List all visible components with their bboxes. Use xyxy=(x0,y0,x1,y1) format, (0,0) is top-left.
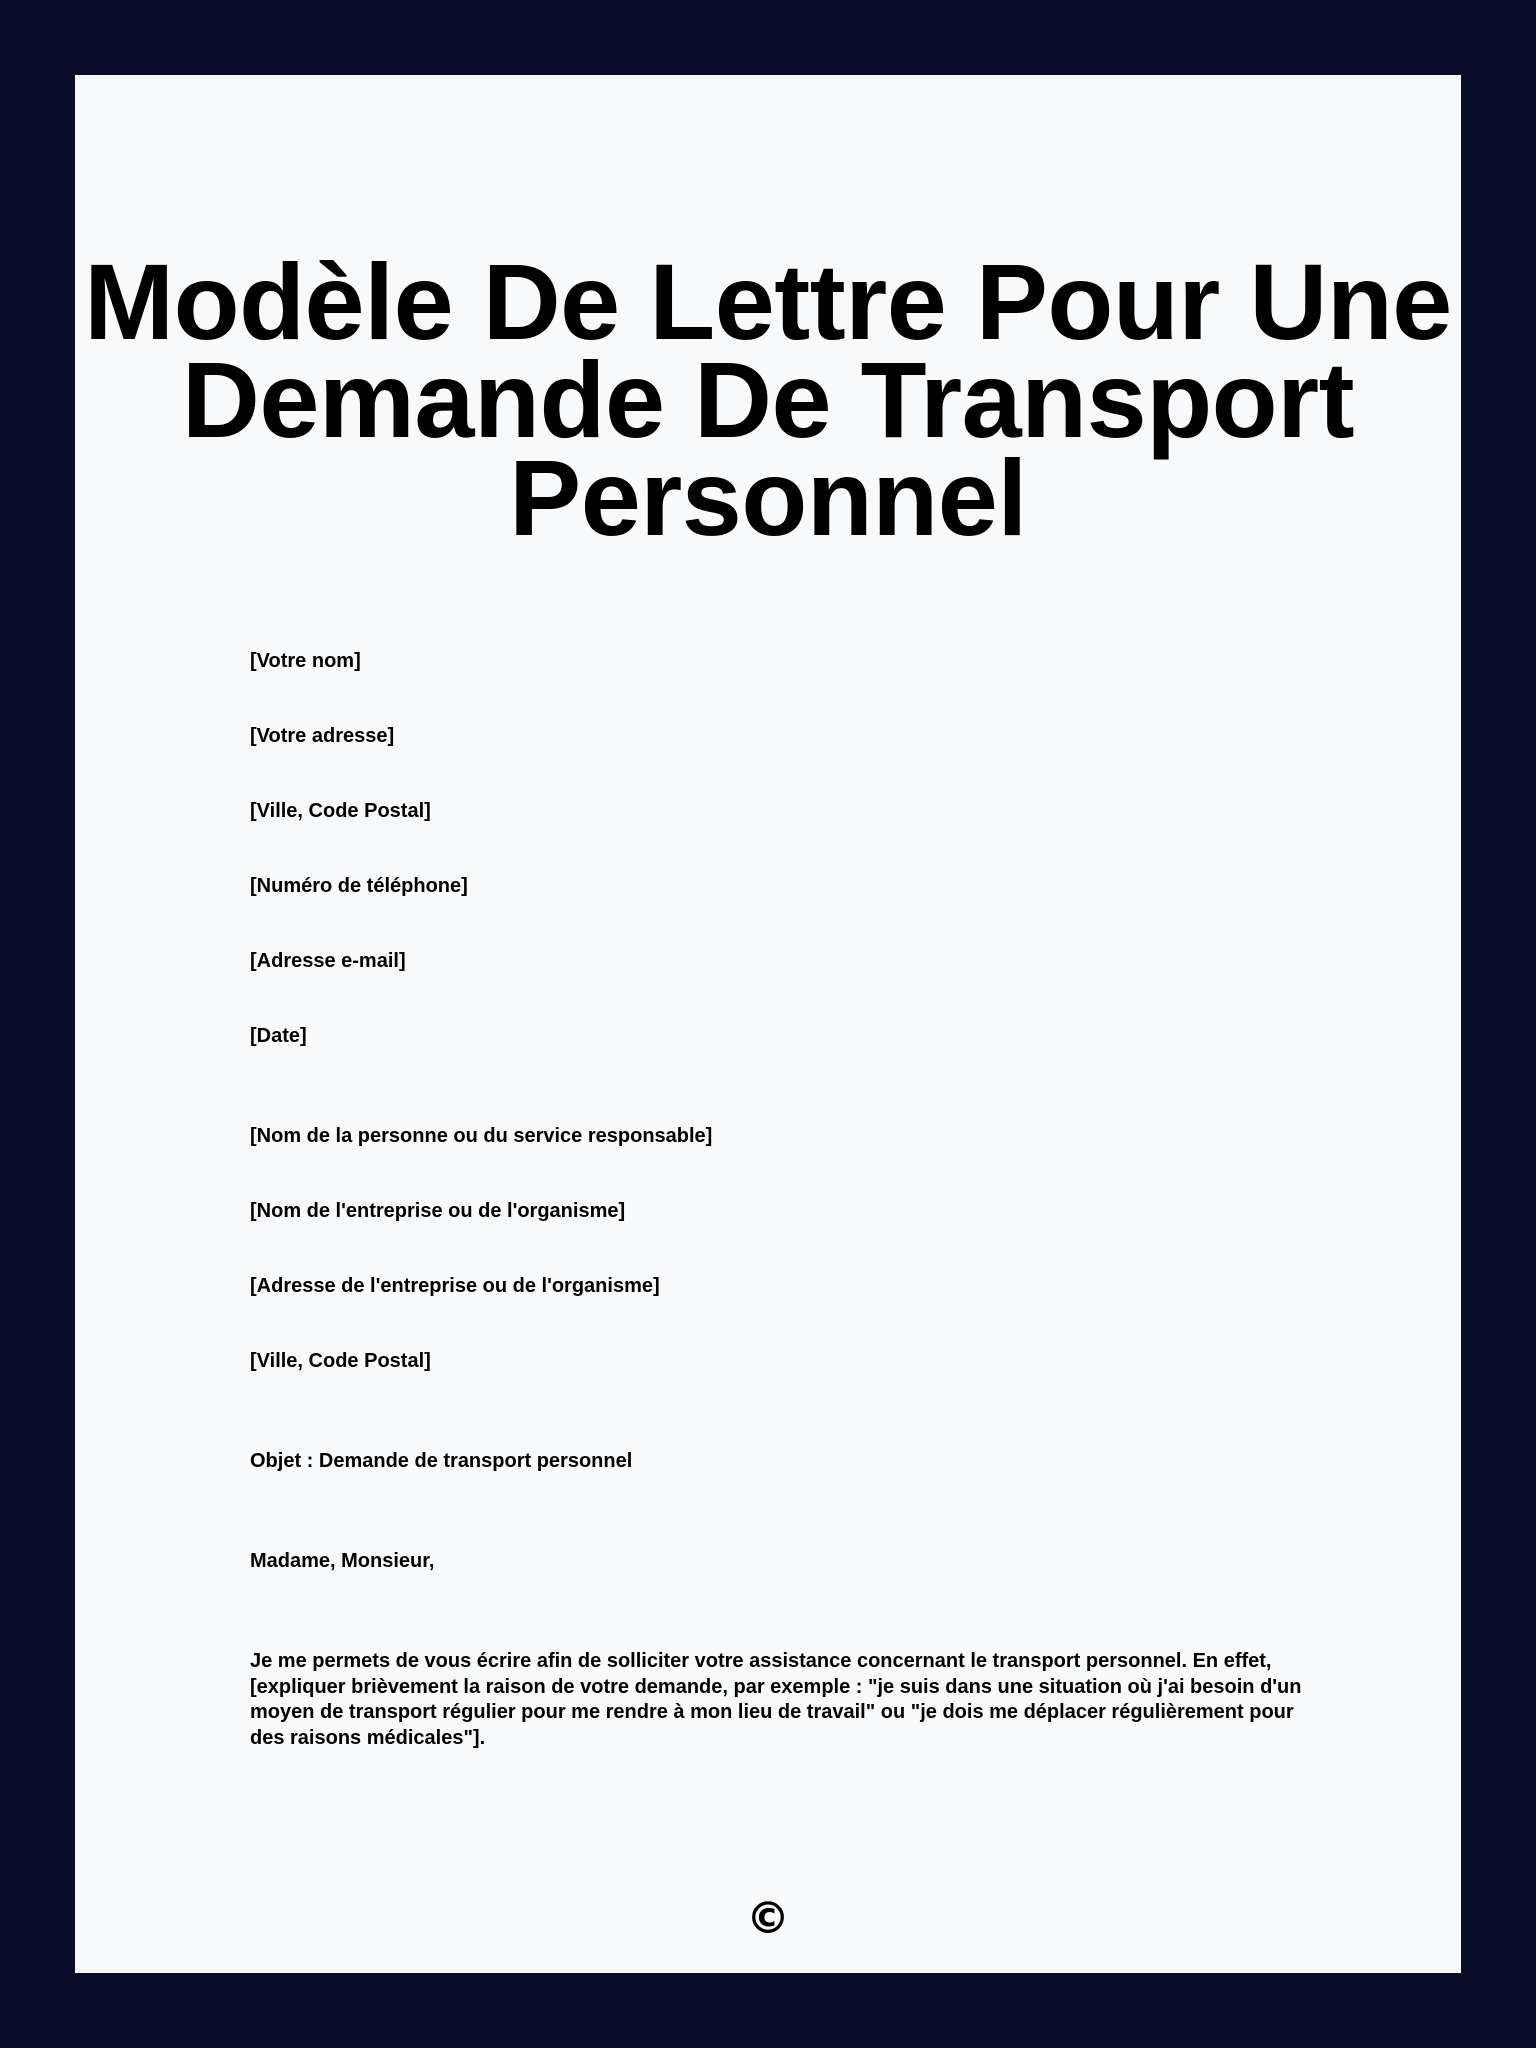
letter-subject: Objet : Demande de transport personnel xyxy=(250,1450,633,1472)
letter-page xyxy=(75,75,1461,1973)
sender-address: [Votre adresse] xyxy=(250,725,395,747)
copyright-icon: © xyxy=(746,1893,790,1944)
sender-city-postal: [Ville, Code Postal] xyxy=(250,800,431,822)
letter-date: [Date] xyxy=(250,1025,307,1047)
sender-phone: [Numéro de téléphone] xyxy=(250,875,468,897)
recipient-city-postal: [Ville, Code Postal] xyxy=(250,1350,431,1372)
recipient-company: [Nom de l'entreprise ou de l'organisme] xyxy=(250,1200,626,1222)
sender-name: [Votre nom] xyxy=(250,650,361,672)
letter-body-paragraph: Je me permets de vous écrire afin de solliciter votre assistance concernant le transport personnel. En effet, [expliquer brièvement la raison de votre demande, par exemple : "je suis dans une situation où j'ai besoin d'un moyen de transport régulier pour me rendre à mon lieu de travail" ou "je dois me déplacer régulièrement pour des raisons médicales"]. xyxy=(250,1650,1302,1749)
page-title: Modèle De Lettre Pour Une Demande De Transport Personnel xyxy=(84,241,1452,558)
letter-salutation: Madame, Monsieur, xyxy=(250,1550,435,1572)
sender-email: [Adresse e-mail] xyxy=(250,950,406,972)
recipient-person: [Nom de la personne ou du service responsable] xyxy=(250,1125,713,1147)
recipient-address: [Adresse de l'entreprise ou de l'organisme] xyxy=(250,1275,660,1297)
